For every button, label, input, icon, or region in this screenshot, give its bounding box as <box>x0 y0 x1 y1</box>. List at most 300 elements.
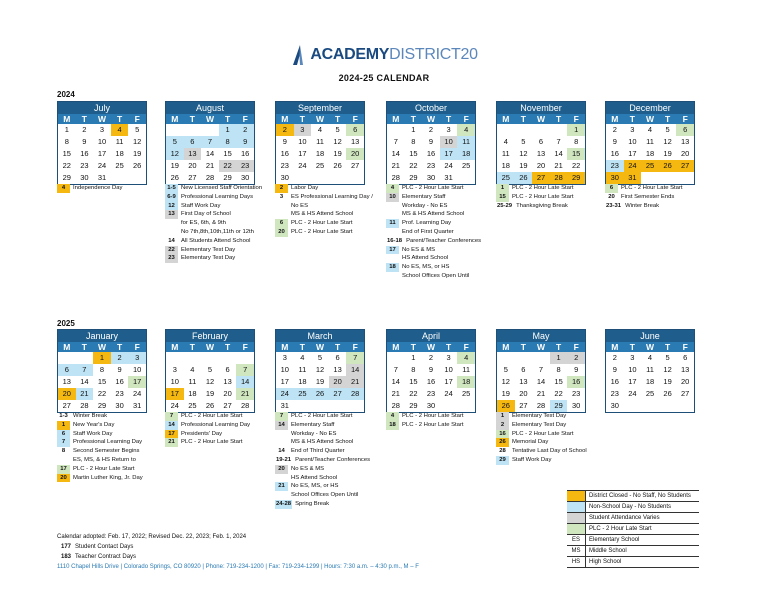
legend-label: Student Attendance Varies <box>589 515 660 521</box>
event-item <box>496 447 610 456</box>
day-cell: 5 <box>503 365 508 374</box>
event-item <box>165 184 279 193</box>
day-cell: 12 <box>205 377 215 386</box>
weekday-label: F <box>463 342 469 352</box>
day-cell: 19 <box>170 161 179 170</box>
event-item <box>165 193 279 202</box>
day-cell: 13 <box>519 377 528 386</box>
weekday-label: T <box>224 114 231 124</box>
day-cell: 11 <box>316 137 324 146</box>
empty-day-cell <box>184 352 202 364</box>
day-cell: 16 <box>426 377 436 386</box>
event-label: Elementary Test Day <box>512 413 567 419</box>
day-grid <box>276 124 364 184</box>
day-cell: 3 <box>630 125 635 134</box>
day-cell: 28 <box>346 388 364 400</box>
empty-day-cell <box>659 172 677 184</box>
month-name: February <box>166 330 254 342</box>
day-cell: 24 <box>170 401 179 410</box>
day-cell: 20 <box>536 161 546 170</box>
month-name: August <box>166 102 254 114</box>
day-cell: 22 <box>62 161 71 170</box>
day-cell: 18 <box>315 149 325 158</box>
day-cell: 17 <box>628 377 637 386</box>
day-cell: 26 <box>333 161 342 170</box>
weekday-label: W <box>315 114 324 124</box>
event-date: 17 <box>386 246 399 255</box>
weekday-label: T <box>334 114 341 124</box>
day-cell: 18 <box>115 149 124 158</box>
legend-swatch <box>567 502 586 512</box>
day-cell: 23 <box>426 161 436 170</box>
event-date: 20 <box>608 193 615 200</box>
event-date <box>386 228 399 230</box>
events-september <box>275 184 389 237</box>
weekday-label: T <box>334 342 341 352</box>
day-cell: 9 <box>236 136 254 148</box>
day-cell: 27 <box>188 173 197 182</box>
weekday-label: T <box>116 342 123 352</box>
event-label: Workday - No ES <box>291 430 337 437</box>
weekday-label: M <box>611 114 619 124</box>
empty-day-cell <box>457 400 475 412</box>
day-cell: 30 <box>606 172 624 184</box>
day-cell: 7 <box>201 136 219 148</box>
empty-day-cell <box>641 400 659 412</box>
event-label: for ES, 6th, & 9th <box>181 220 226 227</box>
day-cell: 1 <box>93 352 111 364</box>
event-date: 13 <box>165 210 178 219</box>
day-cell: 28 <box>536 401 546 410</box>
event-date: 14 <box>275 421 288 430</box>
day-cell: 15 <box>554 377 563 386</box>
day-cell: 16 <box>610 377 619 386</box>
day-cell: 23 <box>280 161 289 170</box>
day-cell: 20 <box>346 148 364 160</box>
day-cell: 22 <box>409 161 418 170</box>
event-label: PLC - 2 Hour Late Start <box>181 413 243 419</box>
day-cell: 7 <box>556 137 561 146</box>
day-cell: 1 <box>219 124 237 136</box>
day-cell: 16 <box>241 149 250 158</box>
day-cell: 9 <box>612 365 617 374</box>
empty-day-cell <box>294 172 312 184</box>
day-cell: 4 <box>457 124 475 136</box>
empty-day-cell <box>532 352 550 364</box>
event-label: Staff Work Day <box>512 456 552 463</box>
event-label: First Day of School <box>181 211 231 218</box>
events-april <box>386 412 500 430</box>
event-date: 8 <box>61 448 66 455</box>
day-cell: 14 <box>391 377 400 386</box>
event-date: 18 <box>386 263 399 272</box>
day-cell: 19 <box>205 389 215 398</box>
month-january <box>57 329 147 413</box>
month-july <box>57 101 147 185</box>
day-cell: 19 <box>501 389 510 398</box>
day-cell: 31 <box>97 173 107 182</box>
day-cell: 27 <box>676 160 694 172</box>
event-item <box>275 474 389 483</box>
event-date: 15 <box>496 193 509 202</box>
empty-day-cell <box>201 124 219 136</box>
day-cell: 8 <box>64 137 69 146</box>
day-cell: 30 <box>280 173 289 182</box>
day-cell: 15 <box>97 377 107 386</box>
day-cell: 22 <box>97 389 107 398</box>
event-item <box>275 210 389 219</box>
weekday-label: T <box>81 114 87 124</box>
empty-day-cell <box>236 352 254 364</box>
day-cell: 15 <box>223 149 232 158</box>
event-item <box>57 456 171 465</box>
day-cell: 1 <box>64 125 69 134</box>
weekday-label: M <box>392 342 400 352</box>
event-date: 1 <box>57 421 70 430</box>
month-march <box>275 329 365 413</box>
event-label: Elementary Staff <box>291 421 335 428</box>
day-cell: 3 <box>128 352 146 364</box>
day-cell: 27 <box>519 401 528 410</box>
event-item <box>496 184 610 193</box>
empty-day-cell <box>201 352 219 364</box>
day-cell: 7 <box>393 365 398 374</box>
event-date: 2 <box>496 421 509 430</box>
weekday-label: W <box>426 342 435 352</box>
day-cell: 13 <box>351 137 360 146</box>
day-cell: 2 <box>428 353 434 362</box>
day-cell: 22 <box>409 389 418 398</box>
day-cell: 8 <box>556 365 561 374</box>
day-cell: 26 <box>133 161 142 170</box>
event-item <box>275 447 389 456</box>
empty-day-cell <box>329 400 347 412</box>
calendar-title: 2024-25 CALENDAR <box>338 73 430 83</box>
event-date: 2 <box>275 184 288 193</box>
day-cell: 7 <box>393 137 398 146</box>
day-cell: 18 <box>457 148 475 160</box>
legend <box>567 490 699 568</box>
day-cell: 29 <box>223 173 232 182</box>
day-cell: 10 <box>97 137 107 146</box>
day-cell: 30 <box>241 173 250 182</box>
empty-day-cell <box>676 172 694 184</box>
year-label-2025: 2025 <box>57 319 75 328</box>
day-cell: 6 <box>184 136 202 148</box>
day-cell: 31 <box>444 173 453 182</box>
day-cell: 21 <box>346 376 364 388</box>
day-cell: 9 <box>428 137 434 146</box>
event-item <box>165 254 279 263</box>
event-item <box>386 412 500 421</box>
day-cell: 29 <box>567 172 585 184</box>
event-label: Staff Work Day <box>73 430 113 437</box>
event-label: Elementary Staff <box>402 193 446 200</box>
day-cell: 29 <box>550 400 568 412</box>
day-cell: 21 <box>391 161 400 170</box>
event-label: PLC - 2 Hour Late Start <box>512 430 574 437</box>
weekday-label: M <box>502 114 510 124</box>
event-item <box>275 202 389 211</box>
empty-day-cell <box>550 124 568 136</box>
day-cell: 29 <box>62 173 71 182</box>
day-cell: 10 <box>298 137 307 146</box>
day-cell: 5 <box>207 365 213 374</box>
event-item <box>275 421 389 430</box>
weekday-label: F <box>682 114 688 124</box>
empty-day-cell <box>58 352 76 364</box>
day-cell: 21 <box>391 389 400 398</box>
day-cell: 1 <box>411 125 416 134</box>
month-name: May <box>497 330 585 342</box>
day-cell: 2 <box>612 125 617 134</box>
empty-day-cell <box>294 400 312 412</box>
weekday-label: W <box>645 114 654 124</box>
weekday-label: F <box>463 114 469 124</box>
day-cell: 28 <box>205 173 215 182</box>
event-item <box>275 228 389 237</box>
month-name: June <box>606 330 694 342</box>
day-cell: 27 <box>681 389 690 398</box>
event-label: PLC - 2 Hour Late Start <box>621 185 683 191</box>
empty-day-cell <box>497 352 515 364</box>
day-cell: 4 <box>457 352 475 364</box>
weekday-label: W <box>426 114 435 124</box>
day-cell: 30 <box>610 401 619 410</box>
day-cell: 25 <box>315 161 325 170</box>
day-cell: 10 <box>628 365 637 374</box>
event-item <box>386 237 500 246</box>
event-item <box>165 202 279 211</box>
event-label: No ES <box>291 202 309 209</box>
event-date: 23 <box>165 254 178 263</box>
event-item <box>275 430 389 439</box>
event-label: PLC - 2 Hour Late Start <box>291 220 353 227</box>
day-cell: 3 <box>446 125 451 134</box>
weekday-label: T <box>224 342 231 352</box>
event-date <box>165 228 178 230</box>
day-cell: 30 <box>80 173 89 182</box>
day-cell: 25 <box>641 160 659 172</box>
event-date: 14 <box>165 421 178 430</box>
event-label: New Year's Day <box>73 421 115 428</box>
empty-day-cell <box>166 352 184 364</box>
empty-day-cell <box>440 400 458 412</box>
day-cell: 11 <box>457 136 475 148</box>
weekday-label: M <box>63 342 71 352</box>
month-name: November <box>497 102 585 114</box>
weekday-label: T <box>410 342 416 352</box>
student-contact-days: 177 Student Contact Days <box>60 544 134 550</box>
event-item <box>165 412 279 421</box>
weekday-label: M <box>611 342 619 352</box>
legend-label: Middle School <box>589 548 627 554</box>
day-cell: 8 <box>99 365 105 374</box>
adopted-note: Calendar adopted: Feb. 17, 2022; Revised Dec. 22, 2023; Feb. 1, 2024 <box>57 534 247 540</box>
weekday-header <box>606 342 694 352</box>
legend-swatch <box>567 491 586 501</box>
event-label: Martin Luther King, Jr. Day <box>73 474 143 481</box>
event-date: 14 <box>278 448 285 455</box>
event-item <box>496 438 610 447</box>
event-label: First Semester Ends <box>621 193 675 200</box>
event-label: ES, MS, & HS Return to <box>73 456 136 463</box>
event-date: 21 <box>165 438 178 447</box>
event-item <box>386 210 500 219</box>
day-cell: 22 <box>554 389 563 398</box>
day-cell: 18 <box>645 377 655 386</box>
legend-label: District Closed - No Staff, No Students <box>589 493 691 499</box>
empty-day-cell <box>346 400 364 412</box>
event-item <box>496 412 610 421</box>
day-cell: 26 <box>659 160 677 172</box>
event-date <box>165 219 178 221</box>
empty-day-cell <box>515 352 533 364</box>
day-grid <box>276 352 364 412</box>
event-item <box>386 228 500 237</box>
event-label: No ES, MS, or HS <box>402 264 450 271</box>
event-date: 29 <box>496 456 509 465</box>
event-label: PLC - 2 Hour Late Start <box>181 439 243 446</box>
event-item <box>275 412 389 421</box>
event-label: No ES, MS, or HS <box>291 483 339 490</box>
event-item <box>57 421 171 430</box>
legend-item <box>567 490 699 502</box>
district-logo <box>290 44 477 66</box>
event-label: PLC - 2 Hour Late Start <box>402 421 464 428</box>
event-item <box>275 193 389 202</box>
event-label: No ES & MS <box>402 246 436 253</box>
empty-day-cell <box>641 172 659 184</box>
day-cell: 20 <box>58 388 76 400</box>
day-cell: 14 <box>236 376 254 388</box>
event-label: PLC - 2 Hour Late Start <box>73 465 135 472</box>
month-october <box>386 101 476 185</box>
day-cell: 14 <box>80 377 89 386</box>
legend-item <box>567 513 699 524</box>
event-date: 6 <box>57 430 70 439</box>
legend-swatch: ES <box>567 535 586 545</box>
day-cell: 25 <box>462 161 471 170</box>
day-cell: 24 <box>624 160 642 172</box>
event-label: Prof. Learning Day <box>402 220 452 227</box>
day-grid <box>166 352 254 412</box>
weekday-label: F <box>352 342 358 352</box>
day-grid <box>387 124 475 184</box>
day-cell: 3 <box>294 124 312 136</box>
day-cell: 16 <box>115 377 124 386</box>
month-name: December <box>606 102 694 114</box>
weekday-label: T <box>520 342 526 352</box>
legend-swatch <box>567 524 586 534</box>
day-cell: 24 <box>628 389 637 398</box>
day-cell: 14 <box>391 149 400 158</box>
day-cell: 9 <box>82 137 87 146</box>
day-cell: 28 <box>391 173 400 182</box>
day-cell: 21 <box>205 161 215 170</box>
day-cell: 6 <box>225 365 230 374</box>
day-cell: 25 <box>497 172 515 184</box>
event-date: 7 <box>165 412 178 421</box>
legend-item <box>567 535 699 546</box>
weekday-header <box>387 342 475 352</box>
day-cell: 26 <box>311 388 329 400</box>
event-label: PLC - 2 Hour Late Start <box>512 193 574 200</box>
day-cell: 8 <box>411 365 416 374</box>
event-date <box>275 474 288 476</box>
day-cell: 27 <box>62 401 71 410</box>
day-cell: 12 <box>133 137 142 146</box>
event-date: 7 <box>275 412 288 421</box>
event-date <box>275 491 288 493</box>
events-october <box>386 184 500 281</box>
event-label: School Offices Open Until <box>291 492 359 499</box>
events-december <box>605 184 719 210</box>
day-cell: 24 <box>97 161 107 170</box>
weekday-header <box>276 114 364 124</box>
empty-day-cell <box>76 352 94 364</box>
day-cell: 14 <box>554 149 563 158</box>
empty-day-cell <box>497 124 515 136</box>
events-august <box>165 184 279 263</box>
event-label: End of First Quarter <box>402 228 454 235</box>
weekday-label: M <box>171 342 179 352</box>
event-item <box>57 184 171 193</box>
day-grid <box>387 352 475 412</box>
day-cell: 9 <box>574 365 579 374</box>
event-date: 4 <box>57 184 70 193</box>
day-cell: 6 <box>676 124 694 136</box>
legend-item <box>567 557 699 568</box>
day-cell: 6 <box>346 124 364 136</box>
day-cell: 15 <box>567 148 585 160</box>
day-cell: 17 <box>444 377 453 386</box>
empty-day-cell <box>166 124 184 136</box>
day-cell: 6 <box>335 353 340 362</box>
event-label: Parent/Teacher Conferences <box>295 456 371 463</box>
day-cell: 18 <box>457 376 475 388</box>
day-cell: 14 <box>536 377 546 386</box>
event-date: 1 <box>496 184 509 193</box>
empty-day-cell <box>676 400 694 412</box>
day-cell: 11 <box>462 365 471 374</box>
day-cell: 5 <box>335 125 340 134</box>
event-item <box>165 219 279 228</box>
event-label: Presidents' Day <box>181 430 223 437</box>
day-cell: 6 <box>538 137 544 146</box>
day-cell: 3 <box>446 353 451 362</box>
day-cell: 2 <box>82 125 87 134</box>
empty-day-cell <box>111 172 129 184</box>
event-label: Winter Break <box>625 202 660 209</box>
event-item <box>57 430 171 439</box>
event-date <box>57 456 70 458</box>
weekday-label: T <box>520 114 526 124</box>
empty-day-cell <box>219 352 237 364</box>
events-february <box>165 412 279 447</box>
day-grid <box>58 352 146 412</box>
event-item <box>386 184 500 193</box>
day-cell: 24 <box>444 389 453 398</box>
weekday-label: F <box>682 342 688 352</box>
event-item <box>496 456 610 465</box>
day-cell: 6 <box>58 364 76 376</box>
weekday-header <box>387 114 475 124</box>
day-cell: 13 <box>62 377 71 386</box>
day-cell: 24 <box>444 161 453 170</box>
day-cell: 20 <box>329 376 347 388</box>
month-name: July <box>58 102 146 114</box>
